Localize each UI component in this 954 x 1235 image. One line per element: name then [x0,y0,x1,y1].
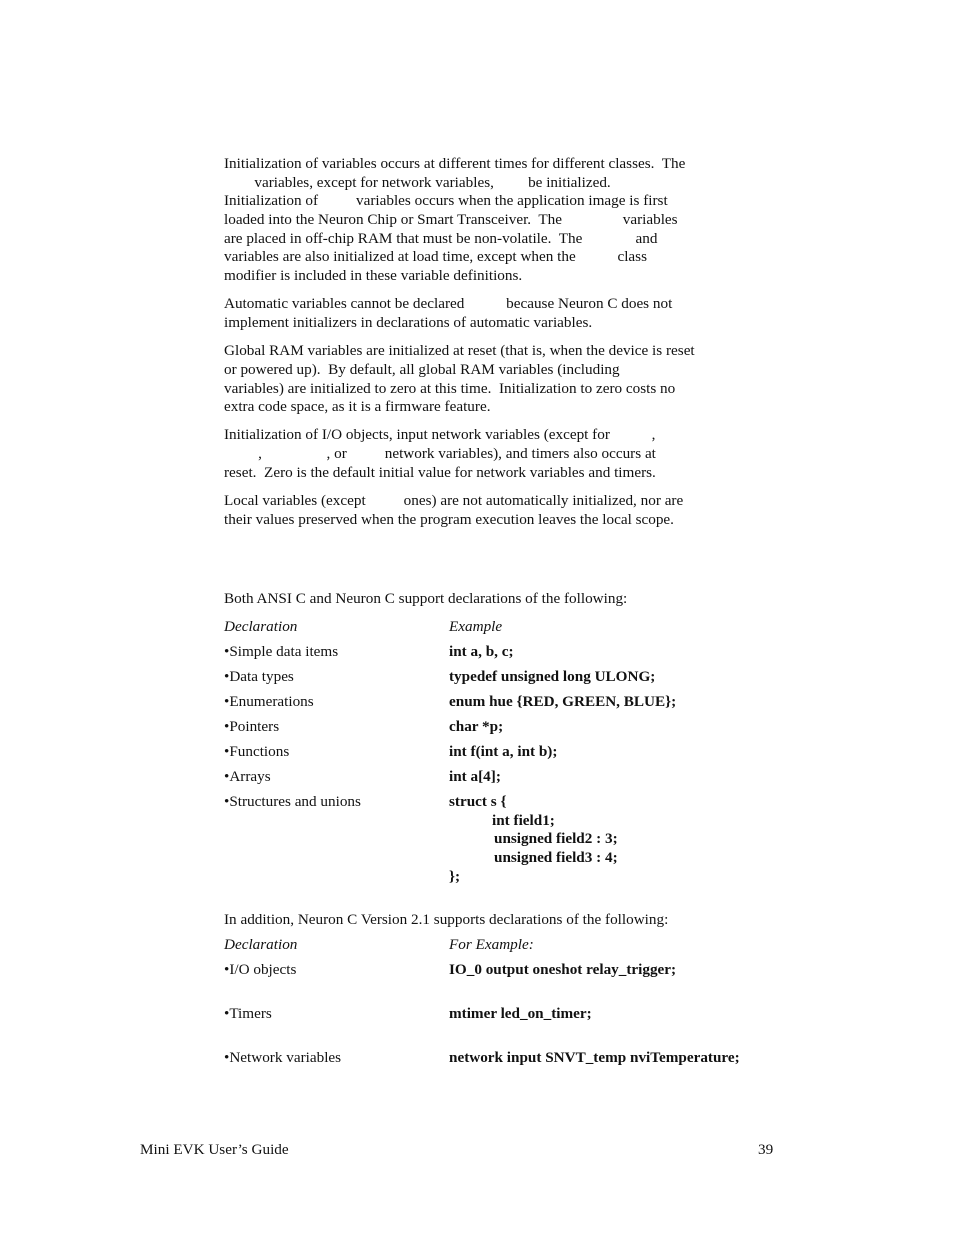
text-line: Local variables (except ones) are not automatically initialized, nor are [224,492,684,509]
code-example: int a[4]; [449,768,501,785]
text-line: variables are also initialized at load time, except when the class [224,248,647,265]
declaration-label: •Pointers [224,718,280,735]
column-header-declaration: Declaration [224,936,298,953]
declaration-label: •Timers [224,1005,272,1022]
text-line: variables, except for network variables, be initialized. [224,174,611,191]
column-header-example: For Example: [449,936,534,953]
code-example: mtimer led_on_timer; [449,1005,592,1022]
code-example: int a, b, c; [449,643,514,660]
text-line: reset. Zero is the default initial value for network variables and timers. [224,464,656,481]
section-intro: In addition, Neuron C Version 2.1 supports declarations of the following: [224,911,669,928]
text-line: or powered up). By default, all global RAM variables (including [224,361,620,378]
text-line: their values preserved when the program execution leaves the local scope. [224,511,674,528]
struct-field-line: unsigned field2 : 3; [494,830,618,847]
declaration-label: •Network variables [224,1049,342,1066]
code-example: enum hue {RED, GREEN, BLUE}; [449,693,677,710]
declaration-label: •Structures and unions [224,793,361,810]
code-example: char *p; [449,718,504,735]
text-line: , , or network variables), and timers also occurs at [224,445,656,462]
column-header-declaration: Declaration [224,618,298,635]
declaration-label: •Enumerations [224,693,314,710]
text-line: implement initializers in declarations of automatic variables. [224,314,593,331]
declaration-label: •Arrays [224,768,271,785]
struct-field-line: int field1; [492,812,555,829]
declaration-label: •Functions [224,743,290,760]
declaration-label: •Data types [224,668,294,685]
section-intro: Both ANSI C and Neuron C support declarations of the following: [224,590,628,607]
code-example: network input SNVT_temp nviTemperature; [449,1049,740,1066]
code-example: IO_0 output oneshot relay_trigger; [449,961,677,978]
column-header-example: Example [449,618,503,635]
code-example: typedef unsigned long ULONG; [449,668,656,685]
text-line: loaded into the Neuron Chip or Smart Transceiver. The variables [224,211,678,228]
page-number: 39 [758,1141,774,1158]
struct-close: }; [449,868,461,885]
text-line: Initialization of variables occurs when the application image is first [224,192,668,209]
code-example: struct s { [449,793,507,810]
text-line: Initialization of variables occurs at different times for different classes. The [224,155,686,172]
text-line: Global RAM variables are initialized at reset (that is, when the device is reset [224,342,695,359]
text-line: variables) are initialized to zero at this time. Initialization to zero costs no [224,380,676,397]
text-line: are placed in off-chip RAM that must be non-volatile. The and [224,230,658,247]
text-line: extra code space, as it is a firmware feature. [224,398,491,415]
text-line: modifier is included in these variable definitions. [224,267,523,284]
text-line: Initialization of I/O objects, input network variables (except for , [224,426,656,443]
declaration-label: •Simple data items [224,643,339,660]
declaration-label: •I/O objects [224,961,297,978]
footer-title: Mini EVK User’s Guide [140,1141,289,1158]
code-example: int f(int a, int b); [449,743,558,760]
struct-field-line: unsigned field3 : 4; [494,849,618,866]
text-line: Automatic variables cannot be declared because Neuron C does not [224,295,673,312]
